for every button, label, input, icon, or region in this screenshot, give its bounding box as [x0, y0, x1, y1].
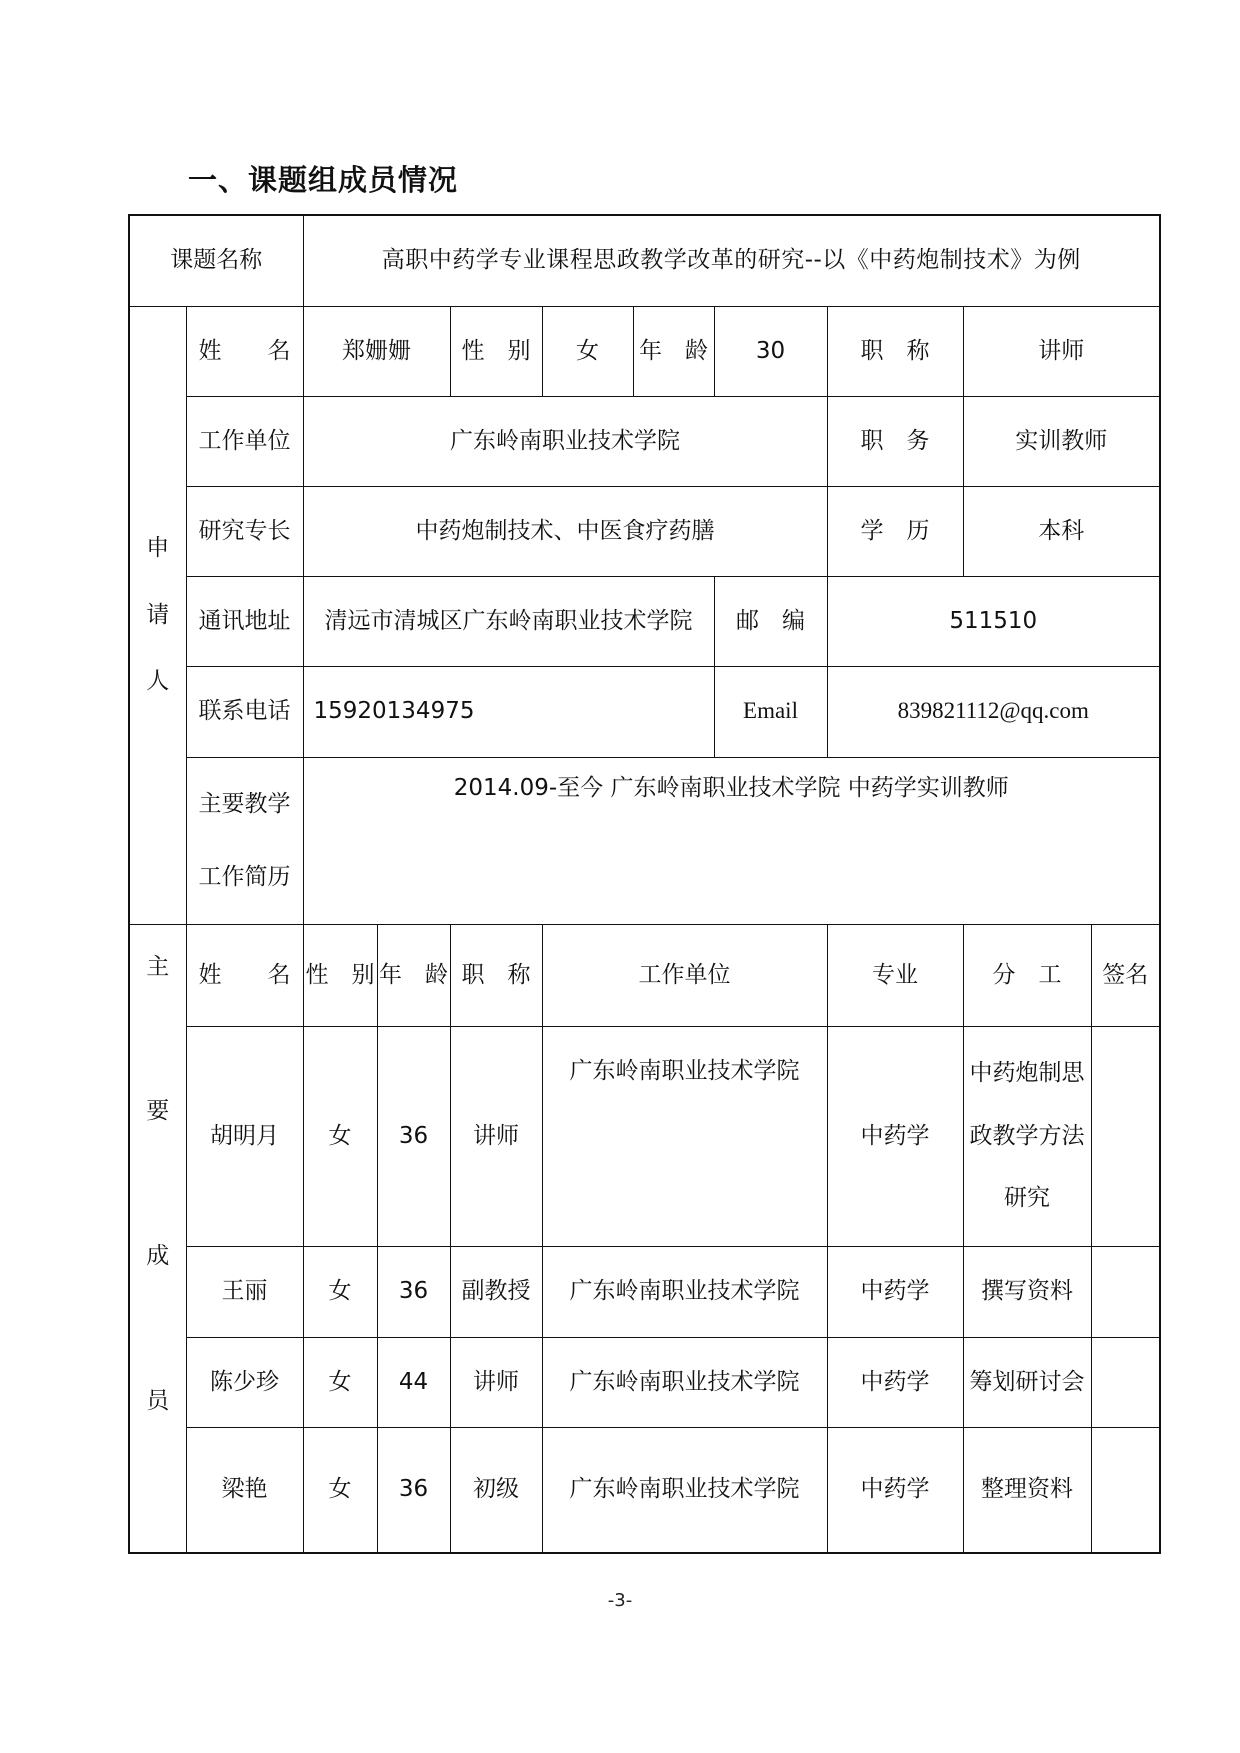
member-age: 36	[377, 1246, 450, 1337]
applicant-age: 30	[714, 306, 827, 396]
members-header-division: 分 工	[963, 924, 1091, 1026]
member-division: 撰写资料	[963, 1246, 1091, 1337]
applicant-phone-label: 联系电话	[186, 666, 303, 757]
applicant-position-label: 职 务	[827, 396, 963, 486]
member-row	[129, 1026, 1160, 1246]
section-heading: 一、课题组成员情况	[188, 163, 459, 197]
member-signature	[1091, 1337, 1160, 1427]
member-row	[129, 1337, 1160, 1427]
applicant-basic-row	[129, 306, 1160, 396]
applicant-specialty: 中药炮制技术、中医食疗药膳	[303, 486, 827, 576]
member-row	[129, 1427, 1160, 1553]
member-signature	[1091, 1026, 1160, 1246]
member-unit: 广东岭南职业技术学院	[542, 1246, 827, 1337]
member-gender: 女	[303, 1427, 377, 1553]
member-gender: 女	[303, 1026, 377, 1246]
applicant-position: 实训教师	[963, 396, 1160, 486]
applicant-postcode-label: 邮 编	[714, 576, 827, 666]
members-header-row	[129, 924, 1160, 1026]
applicant-contact-row	[129, 666, 1160, 757]
project-name-label: 课题名称	[129, 215, 303, 306]
applicant-title-label: 职 称	[827, 306, 963, 396]
applicant-age-label: 年 龄	[633, 306, 714, 396]
applicant-unit: 广东岭南职业技术学院	[303, 396, 827, 486]
applicant-gender: 女	[542, 306, 633, 396]
member-division: 中药炮制思 政教学方法 研究	[963, 1026, 1091, 1246]
member-major: 中药学	[827, 1246, 963, 1337]
members-header-name: 姓 名	[186, 924, 303, 1026]
applicant-address-label: 通讯地址	[186, 576, 303, 666]
member-info-table	[128, 214, 1161, 1554]
applicant-title: 讲师	[963, 306, 1160, 396]
member-title: 副教授	[450, 1246, 542, 1337]
applicant-education: 本科	[963, 486, 1160, 576]
members-header-title: 职 称	[450, 924, 542, 1026]
applicant-specialty-label: 研究专长	[186, 486, 303, 576]
members-header-major: 专业	[827, 924, 963, 1026]
applicant-gender-label: 性 别	[450, 306, 542, 396]
page-number: -3-	[607, 1590, 633, 1611]
member-age: 36	[377, 1026, 450, 1246]
applicant-bio-label: 主要教学 工作简历	[186, 757, 303, 924]
member-gender: 女	[303, 1246, 377, 1337]
applicant-address-row	[129, 576, 1160, 666]
member-title: 讲师	[450, 1026, 542, 1246]
member-name: 梁艳	[186, 1427, 303, 1553]
member-row	[129, 1246, 1160, 1337]
applicant-address: 清远市清城区广东岭南职业技术学院	[303, 576, 714, 666]
applicant-side-label: 申 请 人	[129, 306, 186, 924]
member-major: 中药学	[827, 1026, 963, 1246]
applicant-bio-row	[129, 757, 1160, 924]
member-unit: 广东岭南职业技术学院	[542, 1337, 827, 1427]
member-age: 36	[377, 1427, 450, 1553]
applicant-email-label: Email	[714, 666, 827, 757]
project-row	[129, 215, 1160, 306]
member-name: 王丽	[186, 1246, 303, 1337]
project-name-value: 高职中药学专业课程思政教学改革的研究--以《中药炮制技术》为例	[303, 215, 1160, 306]
applicant-education-label: 学 历	[827, 486, 963, 576]
applicant-unit-label: 工作单位	[186, 396, 303, 486]
member-major: 中药学	[827, 1337, 963, 1427]
member-name: 胡明月	[186, 1026, 303, 1246]
member-unit: 广东岭南职业技术学院	[542, 1026, 827, 1246]
members-header-gender: 性 别	[303, 924, 377, 1026]
member-gender: 女	[303, 1337, 377, 1427]
members-side-label: 主 要 成 员	[129, 924, 186, 1553]
applicant-phone: 15920134975	[303, 666, 714, 757]
member-division: 筹划研讨会	[963, 1337, 1091, 1427]
members-header-age: 年 龄	[377, 924, 450, 1026]
member-age: 44	[377, 1337, 450, 1427]
member-title: 初级	[450, 1427, 542, 1553]
applicant-bio: 2014.09-至今 广东岭南职业技术学院 中药学实训教师	[303, 757, 1160, 924]
member-signature	[1091, 1427, 1160, 1553]
applicant-specialty-row	[129, 486, 1160, 576]
member-title: 讲师	[450, 1337, 542, 1427]
members-header-signature: 签名	[1091, 924, 1160, 1026]
member-signature	[1091, 1246, 1160, 1337]
applicant-name-label: 姓 名	[186, 306, 303, 396]
applicant-postcode: 511510	[827, 576, 1160, 666]
member-division: 整理资料	[963, 1427, 1091, 1553]
member-major: 中药学	[827, 1427, 963, 1553]
applicant-name: 郑姗姗	[303, 306, 450, 396]
applicant-unit-row	[129, 396, 1160, 486]
member-name: 陈少珍	[186, 1337, 303, 1427]
member-unit: 广东岭南职业技术学院	[542, 1427, 827, 1553]
members-header-unit: 工作单位	[542, 924, 827, 1026]
applicant-email: 839821112@qq.com	[827, 666, 1160, 757]
